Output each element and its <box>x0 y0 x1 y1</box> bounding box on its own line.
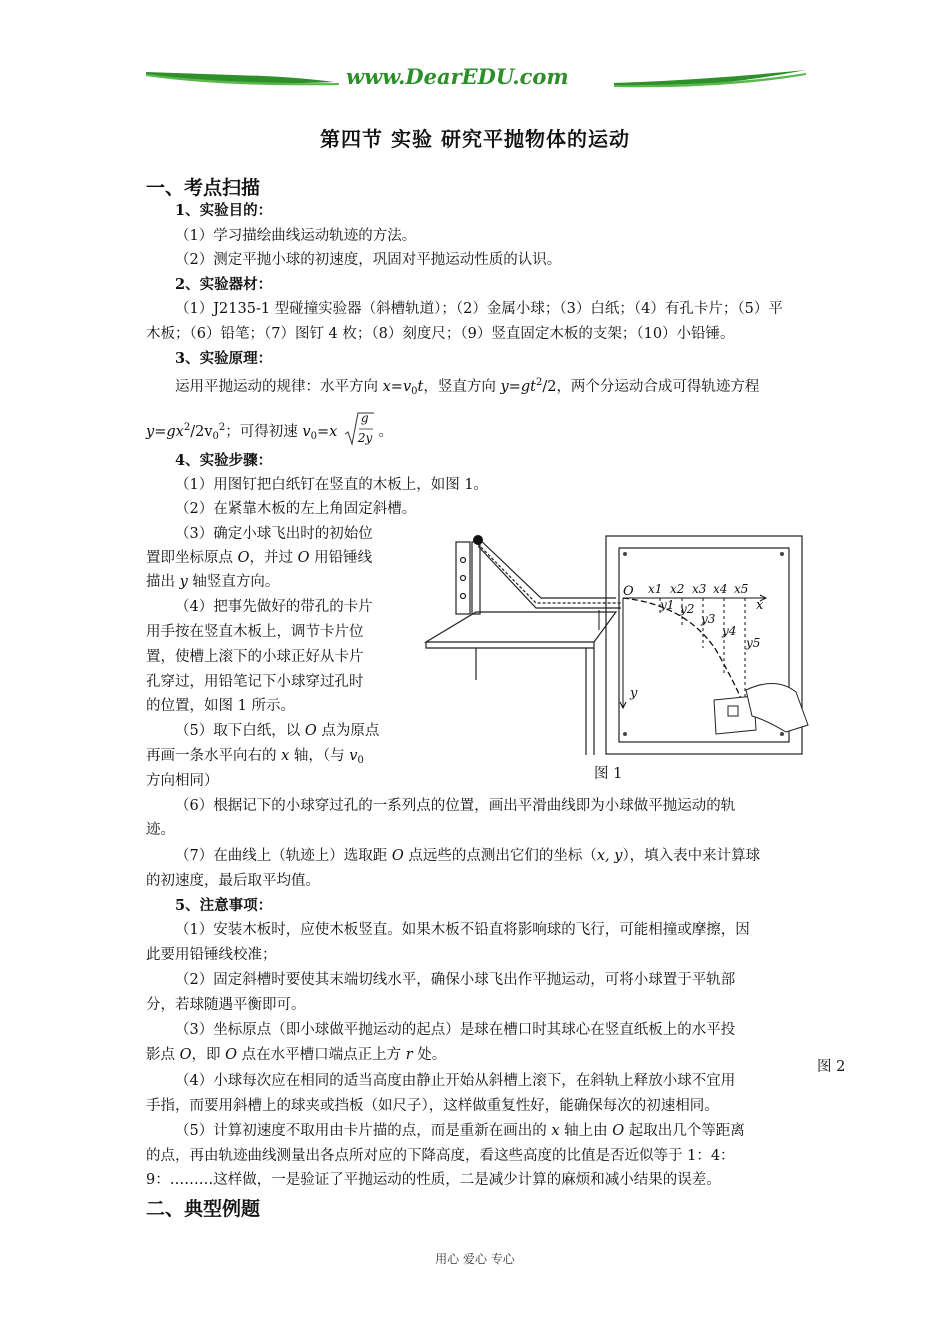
step-7-line-1: （7）在曲线上（轨迹上）选取距 O 点远些的点测出它们的坐标（x, y），填入表中来计算球 <box>175 848 761 864</box>
step-3-line-1: （3）确定小球飞出时的初始位 <box>175 526 373 542</box>
steps-heading: 4、实验步骤： <box>175 452 273 469</box>
step-4-line-5: 的位置，如图 1 所示。 <box>146 698 295 714</box>
note-4-line-1: （4）小球每次应在相同的适当高度由静止开始从斜槽上滚下，在斜轨上释放小球不宜用 <box>175 1073 736 1089</box>
step-4-line-4: 孔穿过，用铅笔记下小球穿过孔时 <box>146 674 364 690</box>
x3-label: x3 <box>692 582 707 596</box>
purpose-item-1: （1）学习描绘曲线运动轨迹的方法。 <box>175 228 417 244</box>
step-4-line-2: 用手按在竖直木板上，调节卡片位 <box>146 624 364 640</box>
y5-label: y5 <box>746 636 761 650</box>
x-axis-label: x <box>756 598 764 613</box>
note-5-line-3: 9：………这样做，一是验证了平抛运动的性质，二是减少计算的麻烦和减小结果的误差。 <box>146 1172 721 1188</box>
step-3-line-3: 描出 y 轴竖直方向。 <box>146 574 280 590</box>
x5-label: x5 <box>734 582 749 596</box>
page-title: 第四节 实验 研究平抛物体的运动 <box>320 127 630 151</box>
principle-heading: 3、实验原理： <box>175 350 273 367</box>
x2-label: x2 <box>670 582 685 596</box>
section2-heading: 二、典型例题 <box>146 1198 261 1220</box>
step-2: （2）在紧靠木板的左上角固定斜槽。 <box>175 501 417 517</box>
figure-2-label: 图 2 <box>817 1059 846 1075</box>
note-3-line-2: 影点 O，即 O 点在水平槽口端点正上方 r 处。 <box>146 1047 447 1063</box>
equipment-line-2: 木板；（6）铅笔；（7）图钉 4 枚；（8）刻度尺；（9）竖直固定木板的支架；（10）小铅锤。 <box>146 326 735 342</box>
ball <box>473 535 483 545</box>
x4-label: x4 <box>713 582 728 596</box>
purpose-item-2: （2）测定平抛小球的初速度，巩固对平抛运动性质的认识。 <box>175 252 562 268</box>
step-6-line-1: （6）根据记下的小球穿过孔的一系列点的位置，画出平滑曲线即为小球做平抛运动的轨 <box>175 798 736 814</box>
header-logo-text[interactable]: www.DearEDU.com <box>346 64 569 89</box>
section1-heading: 一、考点扫描 <box>146 177 261 199</box>
x1-label: x1 <box>648 582 663 596</box>
step-1: （1）用图钉把白纸钉在竖直的木板上，如图 1。 <box>175 477 489 493</box>
sqrt-formula: g 2y <box>344 410 374 450</box>
step-3-line-2: 置即坐标原点 O，并过 O 用铅锤线 <box>146 550 373 566</box>
y4-label: y4 <box>722 624 737 638</box>
y1-label: y1 <box>660 598 675 612</box>
figure-1-caption: 图 1 <box>594 766 623 782</box>
note-2-line-1: （2）固定斜槽时要使其末端切线水平，确保小球飞出作平抛运动，可将小球置于平轨部 <box>175 972 736 988</box>
step-6-line-2: 迹。 <box>146 822 175 838</box>
note-2-line-2: 分，若球随遇平衡即可。 <box>146 997 306 1013</box>
notes-heading: 5、注意事项： <box>175 897 273 914</box>
note-5-line-1: （5）计算初速度不取用由卡片描的点，而是重新在画出的 x 轴上由 O 起取出几个等距离 <box>175 1123 745 1139</box>
origin-label: O <box>623 584 634 599</box>
step-4-line-1: （4）把事先做好的带孔的卡片 <box>175 599 373 615</box>
header-logo <box>144 62 808 92</box>
note-4-line-2: 手指，而要用斜槽上的球夹或挡板（如尺子），这样做重复性好，能确保每次的初速相同。 <box>146 1098 719 1114</box>
step-7-line-2: 的初速度，最后取平均值。 <box>146 873 320 889</box>
note-5-line-2: 的点，再由轨迹曲线测量出各点所对应的下降高度，看这些高度的比值是否近似等于 1：4： <box>146 1148 735 1164</box>
step-5-line-2: 再画一条水平向右的 x 轴，（与 $v_0$ <box>146 748 364 766</box>
footer-text: 用心 爱心 专心 <box>435 1252 515 1266</box>
purpose-heading: 1、实验目的： <box>175 202 273 219</box>
y2-label: y2 <box>680 602 695 616</box>
step-4-line-3: 置，使槽上滚下的小球正好从卡片 <box>146 649 364 665</box>
note-1-line-1: （1）安装木板时，应使木板竖直。如果木板不铅直将影响球的飞行，可能相撞或摩擦，因 <box>175 922 750 938</box>
y3-label: y3 <box>701 612 716 626</box>
note-1-line-2: 此要用铅锤线校准； <box>146 947 277 963</box>
y-axis-label: y <box>630 686 638 701</box>
table-top <box>426 612 616 642</box>
principle-line-1: 运用平抛运动的规律：水平方向 $x=v_0t$，竖直方向 $y=gt^2/2$，两个分运动合成可得轨迹方程 <box>175 377 760 397</box>
figure-1 <box>416 520 812 760</box>
equipment-line-1: （1）J2135-1 型碰撞实验器（斜槽轨道）；（2）金属小球；（3）白纸；（4）有孔卡片；（5）平 <box>175 301 783 317</box>
note-3-line-1: （3）坐标原点（即小球做平抛运动的起点）是球在槽口时其球心在竖直纸板上的水平投 <box>175 1022 736 1038</box>
equipment-heading: 2、实验器材： <box>175 276 273 293</box>
step-5-line-3: 方向相同） <box>146 773 219 789</box>
step-5-line-1: （5）取下白纸，以 O 点为原点 <box>175 723 380 739</box>
principle-line-2: $y=gx^2/2v_0^2$；可得初速 $v_0=x$ g 2y 。 <box>146 410 806 450</box>
